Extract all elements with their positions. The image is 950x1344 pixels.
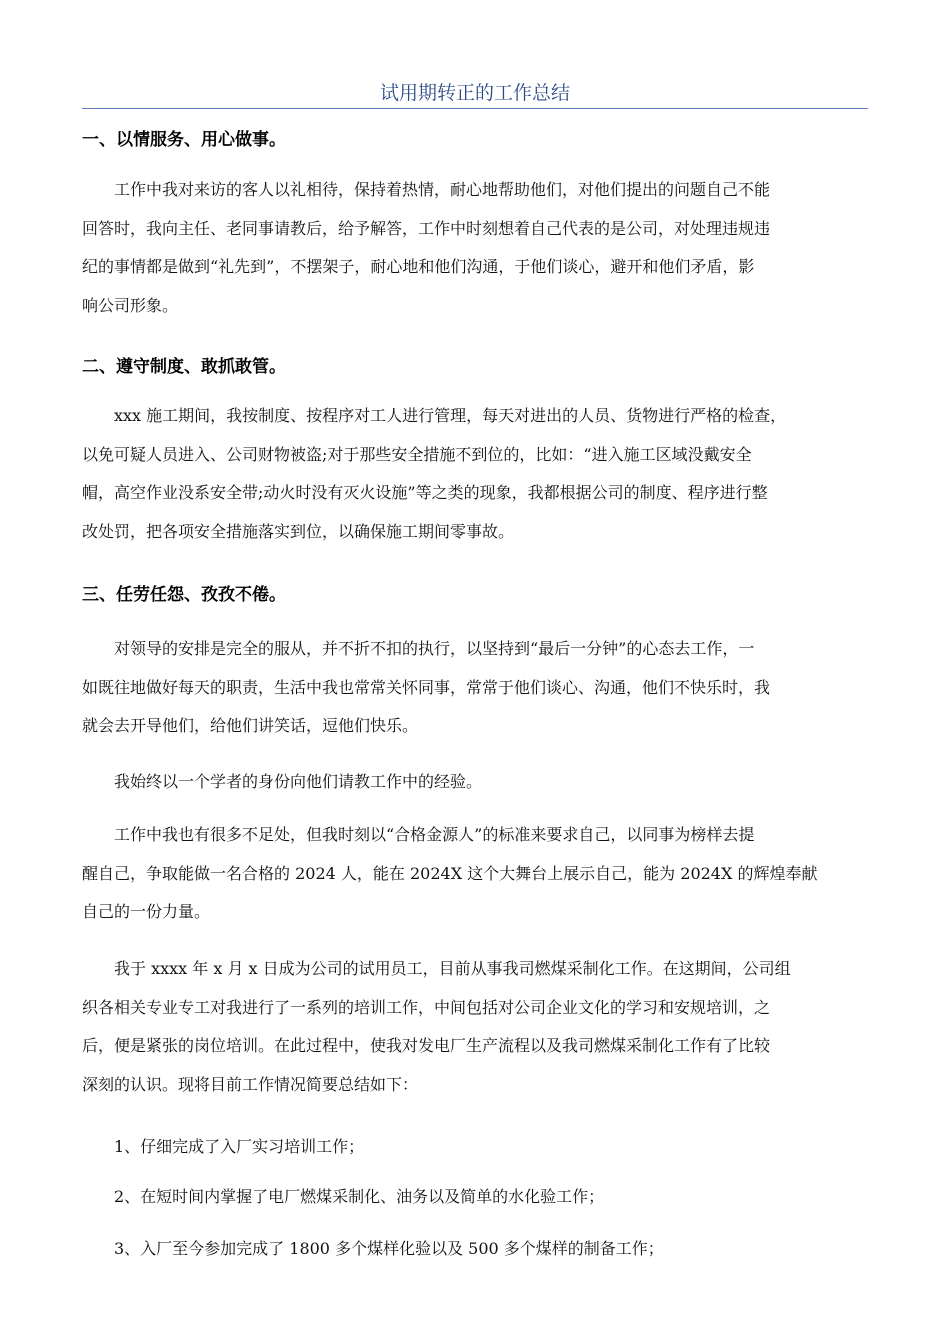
paragraph-line: 帽，高空作业没系安全带;动火时没有灭火设施”等之类的现象，我都根据公司的制度、程序进行整 [82,483,768,502]
paragraph-line: 纪的事情都是做到“礼先到”，不摆架子，耐心地和他们沟通，于他们谈心，避开和他们矛盾，影 [82,257,755,276]
paragraph-3-4 [82,950,868,1104]
paragraph-line: 织各相关专业专工对我进行了一系列的培训工作，中间包括对公司企业文化的学习和安规培训，之 [82,997,771,1017]
list-item-3 [82,1230,868,1269]
paragraph-2-1 [82,397,868,551]
document-title: 试用期转正的工作总结 [379,82,570,104]
paragraph-line: xxx 施工期间，我按制度、按程序对工人进行管理，每天对进出的人员、货物进行严格的检查， [114,406,787,425]
title-underline [82,108,868,109]
paragraph-3-2 [82,763,868,802]
paragraph-line: 后，便是紧张的岗位培训。在此过程中，使我对发电厂生产流程以及我司燃煤采制化工作有了比较 [82,1036,771,1055]
paragraph-line: 响公司形象。 [82,295,179,315]
paragraph-line: 2、在短时间内掌握了电厂燃煤采制化、油务以及简单的水化验工作； [114,1187,605,1206]
paragraph-line: 深刻的认识。现将目前工作情况简要总结如下： [82,1074,419,1094]
paragraph-line: 3、入厂至今参加完成了 1800 多个煤样化验以及 500 多个煤样的制备工作； [114,1239,664,1258]
paragraph-line: 改处罚，把各项安全措施落实到位，以确保施工期间零事故。 [82,521,515,541]
section-heading-3: 三、任劳任怨、孜孜不倦。 [82,585,286,605]
paragraph-3-1 [82,630,868,746]
section-heading-1: 一、以情服务、用心做事。 [82,130,286,150]
paragraph-line: 以免可疑人员进入、公司财物被盗;对于那些安全措施不到位的，比如：“进入施工区域没戴安全 [82,444,752,464]
paragraph-line: 我于 xxxx 年 x 月 x 日成为公司的试用员工，目前从事我司燃煤采制化工作。在这期间，公司组 [114,959,791,978]
list-item-2 [82,1178,868,1217]
paragraph-line: 醒自己，争取能做一名合格的 2024 人，能在 2024X 这个大舞台上展示自己，能为 2024X 的辉煌奉献 [82,863,818,883]
paragraph-line: 1、仔细完成了入厂实习培训工作； [114,1137,365,1156]
paragraph-line: 自己的一份力量。 [82,902,211,921]
list-item-1 [82,1128,868,1167]
paragraph-line: 就会去开导他们，给他们讲笑话，逗他们快乐。 [82,716,419,735]
paragraph-line: 对领导的安排是完全的服从，并不折不扣的执行，以坚持到“最后一分钟”的心态去工作，一 [114,639,755,658]
section-heading-2: 二、遵守制度、敢抓敢管。 [82,357,286,377]
paragraph-line: 工作中我对来访的客人以礼相待，保持着热情，耐心地帮助他们，对他们提出的问题自己不能 [114,180,771,199]
paragraph-1-1 [82,171,868,325]
paragraph-line: 工作中我也有很多不足处，但我时刻以“合格金源人”的标准来要求自己，以同事为榜样去提 [114,825,755,844]
paragraph-3-3 [82,816,868,932]
paragraph-line: 回答时，我向主任、老同事请教后，给予解答，工作中时刻想着自己代表的是公司，对处理违规违 [82,218,771,238]
paragraph-line: 我始终以一个学者的身份向他们请教工作中的经验。 [114,772,483,791]
paragraph-line: 如既往地做好每天的职责，生活中我也常常关怀同事，常常于他们谈心、沟通，他们不快乐时，我 [82,677,771,697]
